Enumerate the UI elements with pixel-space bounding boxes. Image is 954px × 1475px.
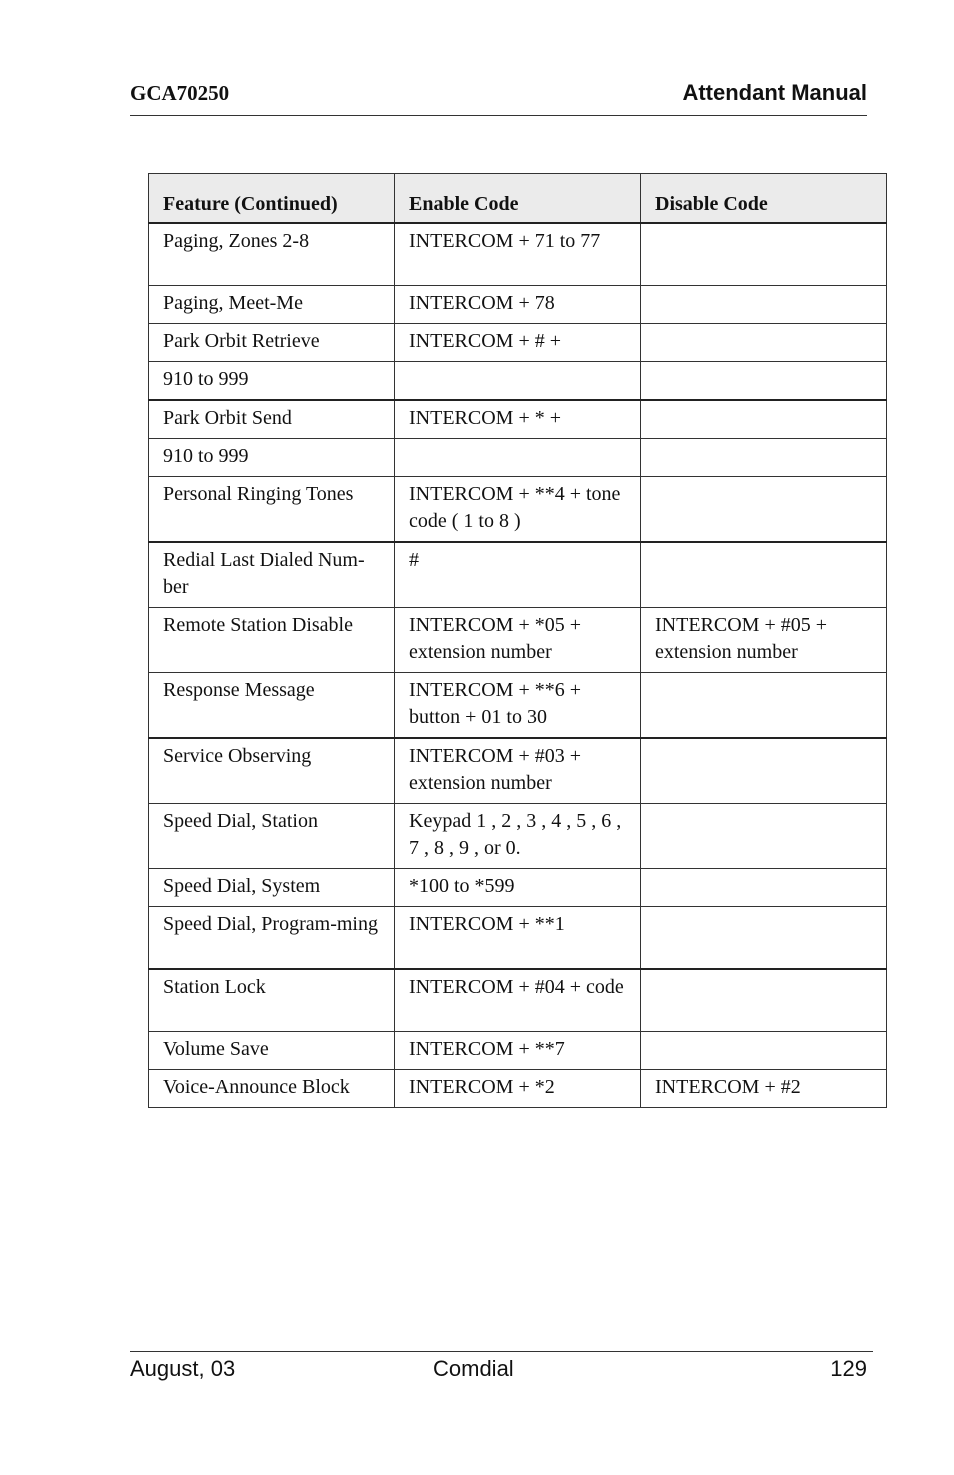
table-row [149, 400, 887, 439]
table-row [149, 672, 887, 738]
disable-code-cell [641, 1031, 887, 1069]
disable-code-cell [641, 285, 887, 323]
disable-code-cell [641, 672, 887, 738]
enable-code-cell: Keypad 1 , 2 , 3 , 4 , 5 , 6 , 7 , 8 , 9 , or 0. [395, 803, 641, 868]
footer-divider [130, 1351, 873, 1352]
disable-code-cell [641, 868, 887, 906]
enable-code-cell [395, 361, 641, 400]
feature-cell: 910 to 999 [149, 438, 395, 476]
feature-cell: Speed Dial, Station [149, 803, 395, 868]
enable-code-cell: *100 to *599 [395, 868, 641, 906]
disable-code-cell [641, 738, 887, 804]
enable-code-cell: INTERCOM + 71 to 77 [395, 223, 641, 285]
table-row [149, 223, 887, 285]
footer-company: Comdial [433, 1356, 514, 1381]
enable-code-cell: INTERCOM + **4 + tone code ( 1 to 8 ) [395, 476, 641, 542]
disable-code-cell [641, 969, 887, 1031]
disable-code-cell [641, 361, 887, 400]
table-row [149, 542, 887, 608]
table-row [149, 361, 887, 400]
enable-code-cell: INTERCOM + # + [395, 323, 641, 361]
manual-title: Attendant Manual [682, 80, 867, 105]
table-row [149, 476, 887, 542]
feature-cell: Remote Station Disable [149, 607, 395, 672]
column-header-feature: Feature (Continued) [149, 174, 395, 224]
enable-code-cell: INTERCOM + *05 + extension number [395, 607, 641, 672]
feature-cell: Park Orbit Retrieve [149, 323, 395, 361]
footer-date: August, 03 [130, 1356, 236, 1381]
feature-cell: Service Observing [149, 738, 395, 804]
feature-cell: Park Orbit Send [149, 400, 395, 439]
header-divider [130, 115, 867, 116]
table-row [149, 438, 887, 476]
disable-code-cell: INTERCOM + #05 + extension number [641, 607, 887, 672]
enable-code-cell: INTERCOM + 78 [395, 285, 641, 323]
enable-code-cell: INTERCOM + **6 + button + 01 to 30 [395, 672, 641, 738]
disable-code-cell [641, 906, 887, 969]
disable-code-cell [641, 803, 887, 868]
table-row [149, 1031, 887, 1069]
feature-cell: 910 to 999 [149, 361, 395, 400]
table-row [149, 285, 887, 323]
table-row [149, 323, 887, 361]
enable-code-cell: INTERCOM + **7 [395, 1031, 641, 1069]
feature-cell: Station Lock [149, 969, 395, 1031]
feature-cell: Response Message [149, 672, 395, 738]
feature-cell: Volume Save [149, 1031, 395, 1069]
disable-code-cell [641, 438, 887, 476]
table-row [149, 738, 887, 804]
feature-code-table [148, 173, 887, 1108]
enable-code-cell: INTERCOM + #03 + extension number [395, 738, 641, 804]
enable-code-cell: INTERCOM + * + [395, 400, 641, 439]
disable-code-cell [641, 476, 887, 542]
table-row [149, 1069, 887, 1107]
enable-code-cell: INTERCOM + *2 [395, 1069, 641, 1107]
feature-cell: Personal Ringing Tones [149, 476, 395, 542]
enable-code-cell [395, 438, 641, 476]
disable-code-cell [641, 542, 887, 608]
table-row [149, 969, 887, 1031]
disable-code-cell [641, 400, 887, 439]
feature-cell: Speed Dial, System [149, 868, 395, 906]
feature-cell: Redial Last Dialed Num-ber [149, 542, 395, 608]
enable-code-cell: INTERCOM + **1 [395, 906, 641, 969]
feature-cell: Paging, Meet-Me [149, 285, 395, 323]
table-header-row [149, 174, 887, 224]
table-row [149, 868, 887, 906]
table-row [149, 906, 887, 969]
feature-cell: Speed Dial, Program-ming [149, 906, 395, 969]
disable-code-cell [641, 223, 887, 285]
column-header-disable-code: Disable Code [641, 174, 887, 224]
document-code: GCA70250 [130, 81, 230, 105]
enable-code-cell: INTERCOM + #04 + code [395, 969, 641, 1031]
disable-code-cell: INTERCOM + #2 [641, 1069, 887, 1107]
disable-code-cell [641, 323, 887, 361]
feature-cell: Voice-Announce Block [149, 1069, 395, 1107]
table-row [149, 607, 887, 672]
enable-code-cell: # [395, 542, 641, 608]
table-row [149, 803, 887, 868]
feature-cell: Paging, Zones 2-8 [149, 223, 395, 285]
column-header-enable-code: Enable Code [395, 174, 641, 224]
page-number: 129 [830, 1356, 867, 1381]
